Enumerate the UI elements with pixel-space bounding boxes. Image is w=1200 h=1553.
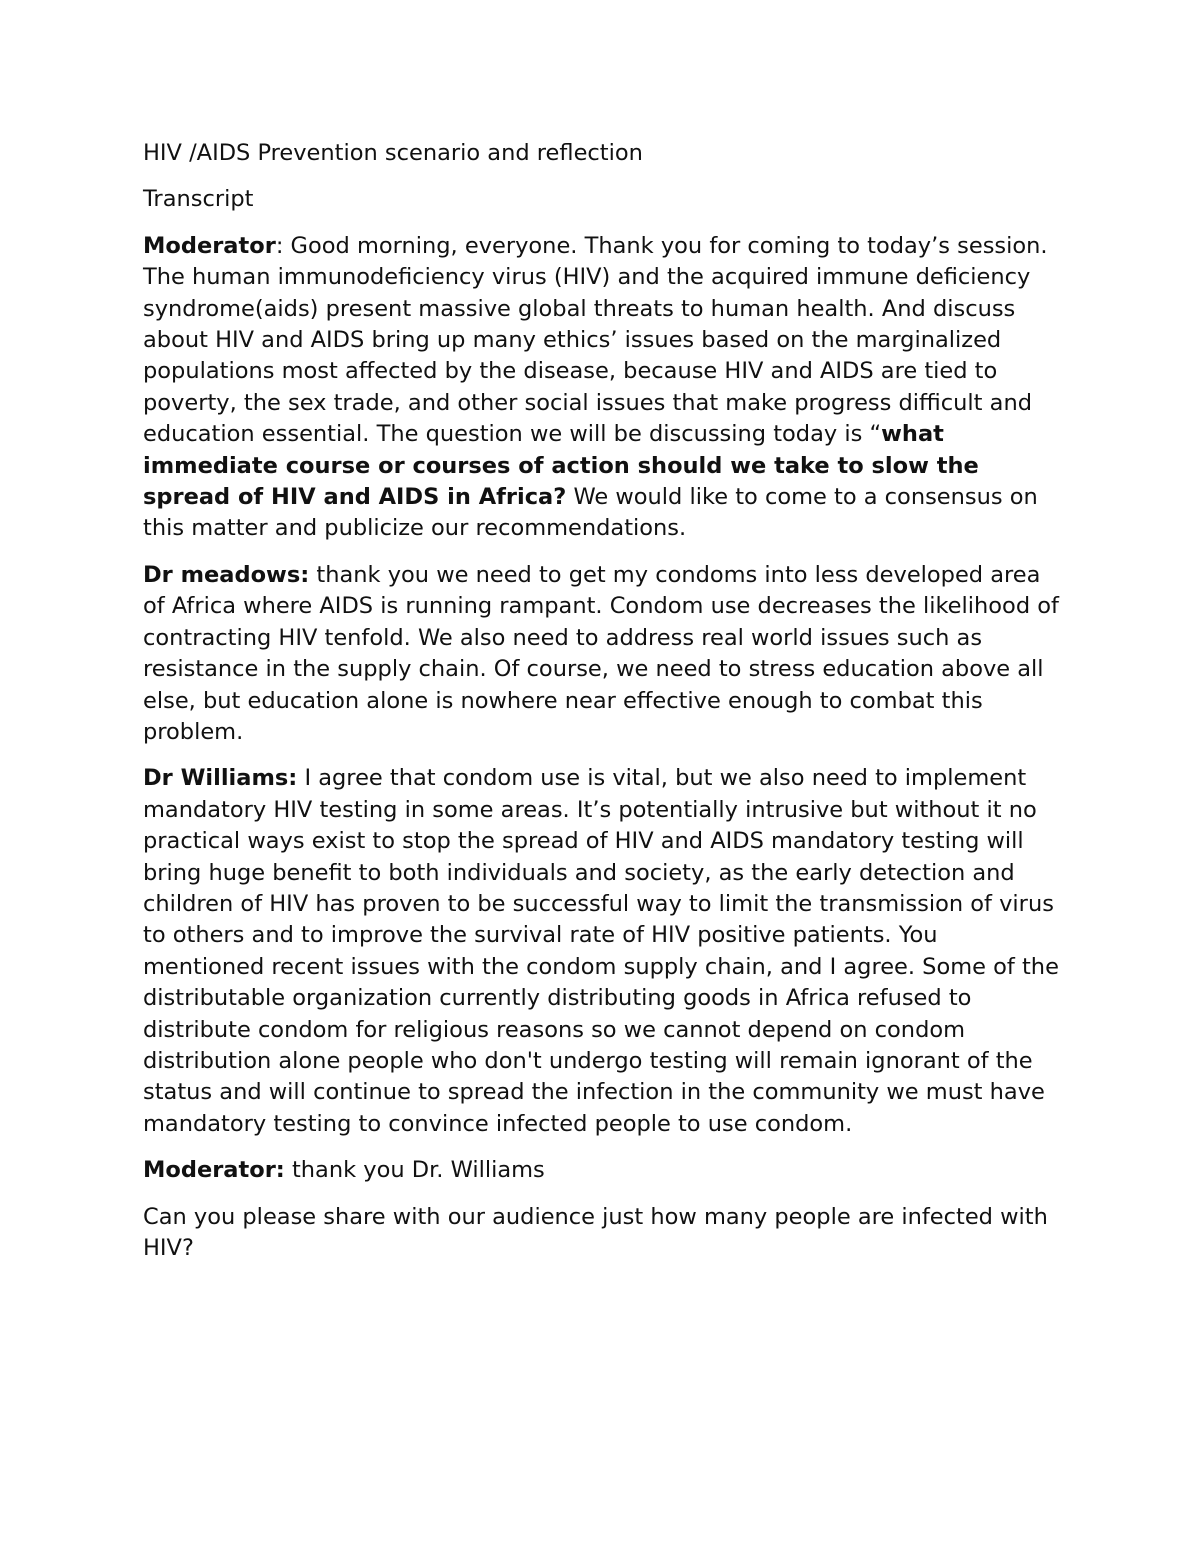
paragraph-text: We would like to come to a consensus on this matter and publicize our recommendations. xyxy=(143,484,1038,542)
paragraph-text: thank you we need to get my condoms into less developed area of Africa where AIDS is running rampant. Condom use decreases the likelihood of contracting HIV tenfold. We also need to address real world issues such as resistance in the supply chain. Of course, we need to stress education above all else, but education alone is nowhere near effective enough to combat this problem. xyxy=(143,561,1059,745)
paragraph-text: thank you Dr. Williams xyxy=(284,1157,545,1184)
paragraph-moderator-intro xyxy=(143,231,1065,545)
speaker-label: Dr meadows: xyxy=(143,561,310,588)
document-title: HIV /AIDS Prevention scenario and reflection xyxy=(143,140,643,166)
paragraph-dr-meadows xyxy=(143,560,1065,748)
paragraph-text: Good morning, everyone. Thank you for coming to today’s session. The human immunodeficiency virus (HIV) and the acquired immune deficiency syndrome(aids) present massive global threats to human health. And discuss about HIV and AIDS bring up many ethics’ issues based on the marginalized populations most affected by the disease, because HIV and AIDS are tied to poverty, the sex trade, and other social issues that make progress difficult and education essential. The question we will be discussing today is “ xyxy=(143,232,1048,448)
paragraph-text: I agree that condom use is vital, but we also need to implement mandatory HIV testing in some areas. It’s potentially intrusive but without it no practical ways exist to stop the spread of HIV and AIDS mandatory testing will bring huge benefit to both individuals and society, as the early detection and children of HIV has proven to be successful way to limit the transmission of virus to others and to improve the survival rate of HIV positive patients. You mentioned recent issues with the condom supply chain, and I agree. Some of the distributable organization currently distributing goods in Africa refused to distribute condom for religious reasons so we cannot depend on condom distribution alone people who don't undergo testing will remain ignorant of the status and will continue to spread the infection in the community we must have mandatory testing to convince infected people to use condom. xyxy=(143,765,1059,1137)
speaker-separator: : xyxy=(275,232,291,259)
document-subtitle: Transcript xyxy=(143,186,254,213)
paragraph-dr-williams xyxy=(143,763,1065,1140)
speaker-label: Moderator: xyxy=(143,1157,285,1184)
document-page xyxy=(143,138,1065,1279)
paragraph-question: Can you please share with our audience just how many people are infected with HIV? xyxy=(143,1203,1048,1261)
key-question: what immediate course or courses of action should we take to slow the spread of HIV and AIDS in Africa? xyxy=(143,421,979,511)
speaker-label: Moderator xyxy=(143,232,276,259)
paragraph-moderator-thanks xyxy=(143,1155,1065,1186)
speaker-label: Dr Williams: xyxy=(143,765,298,792)
